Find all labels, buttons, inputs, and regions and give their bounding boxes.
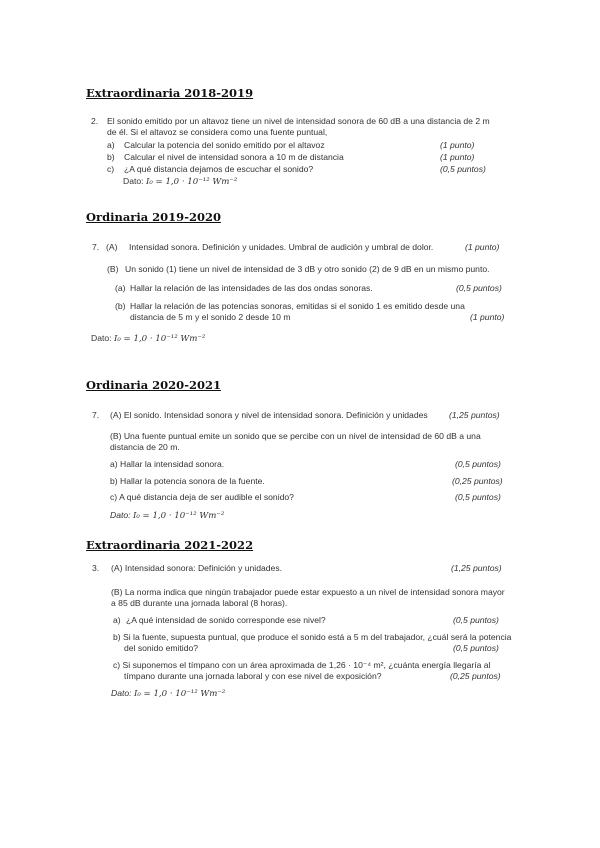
item-text-line1: c) Si suponemos el tímpano con un área aproximada de 1,26 · 10⁻⁴ m², ¿cuánta energía llegaría al — [113, 660, 491, 670]
dato-formula: I₀ = 1,0 · 10⁻¹² Wm⁻² — [145, 177, 238, 187]
item-points: (0,5 puntos) — [453, 643, 499, 653]
item-points: (0,5 puntos) — [440, 164, 486, 174]
dato-formula: I₀ = 1,0 · 10⁻¹² Wm⁻² — [132, 511, 225, 521]
item-text: c) A qué distancia deja de ser audible el sonido? — [110, 492, 294, 502]
section-heading-2020-2021: Ordinaria 2020-2021 — [86, 378, 221, 392]
part-a-text: Intensidad sonora. Definición y unidades. Umbral de audición y umbral de dolor. — [129, 242, 434, 252]
item-points: (0,5 puntos) — [456, 283, 502, 293]
item-label: (b) — [115, 301, 126, 311]
dato-line — [123, 176, 237, 187]
item-text-line1: b) Si la fuente, supuesta puntual, que produce el sonido está a 5 m del trabajador, ¿cuál será la potencia — [113, 632, 512, 642]
item-points: (1 punto) — [440, 152, 475, 162]
item-text-line2: tímpano durante una jornada laboral y con ese nivel de exposición? — [124, 671, 382, 681]
part-a-text: (A) El sonido. Intensidad sonora y nivel de intensidad sonora. Definición y unidades — [110, 410, 428, 420]
item-label: a) — [113, 615, 121, 625]
dato-line — [91, 333, 205, 344]
question-number: 7. — [92, 410, 100, 420]
item-points: (0,5 puntos) — [453, 615, 499, 625]
item-label: (a) — [115, 283, 126, 293]
dato-label: Dato: — [111, 688, 132, 698]
question-number: 7. — [92, 242, 100, 252]
question-number: 3. — [92, 563, 100, 573]
item-points: (0,25 puntos) — [450, 671, 501, 681]
question-intro-line1: El sonido emitido por un altavoz tiene un nivel de intensidad sonora de 60 dB a una distancia de 2 m — [107, 116, 490, 126]
dato-formula: I₀ = 1,0 · 10⁻¹² Wm⁻² — [133, 689, 226, 699]
section-heading-2019-2020: Ordinaria 2019-2020 — [86, 210, 221, 224]
item-label: a) — [107, 140, 115, 150]
item-points: (1 punto) — [470, 312, 505, 322]
item-label: b) — [107, 152, 115, 162]
dato-label: Dato: — [123, 176, 144, 186]
part-a-points: (1 punto) — [465, 242, 500, 252]
item-points: (0,5 puntos) — [455, 459, 501, 469]
item-text: Calcular el nivel de intensidad sonora a 10 m de distancia — [124, 152, 344, 162]
question-intro-line2: de él. Si el altavoz se considera como una fuente puntual, — [107, 127, 328, 137]
dato-line — [110, 510, 224, 521]
part-b-line2: a 85 dB durante una jornada laboral (8 horas). — [111, 598, 288, 608]
item-text: ¿A qué intensidad de sonido corresponde ese nivel? — [126, 615, 326, 625]
item-label: c) — [107, 164, 115, 174]
item-text: a) Hallar la intensidad sonora. — [110, 459, 225, 469]
item-text-line1: Hallar la relación de las potencias sonoras, emitidas si el sonido 1 es emitido desde una — [130, 301, 465, 311]
part-b-line1: (B) Una fuente puntual emite un sonido que se percibe con un nivel de intensidad de 60 dB a una — [110, 431, 481, 441]
dato-line — [111, 688, 225, 699]
item-text: Calcular la potencia del sonido emitido por el altavoz — [124, 140, 325, 150]
dato-formula: I₀ = 1,0 · 10⁻¹² Wm⁻² — [113, 334, 206, 344]
part-a-points: (1,25 puntos) — [449, 410, 500, 420]
item-points: (0,5 puntos) — [455, 492, 501, 502]
dato-label: Dato: — [91, 333, 112, 343]
question-number: 2. — [91, 116, 99, 126]
item-text: b) Hallar la potencia sonora de la fuente. — [110, 476, 265, 486]
item-text-line2: distancia de 5 m y el sonido 2 desde 10 m — [130, 312, 291, 322]
part-b-line1: (B) La norma indica que ningún trabajador puede estar expuesto a un nivel de intensidad sonora mayor — [111, 587, 505, 597]
part-b-line2: distancia de 20 m. — [110, 442, 180, 452]
section-heading-2018-2019: Extraordinaria 2018-2019 — [86, 86, 254, 100]
dato-label: Dato: — [110, 510, 131, 520]
item-text: Hallar la relación de las intensidades de las dos ondas sonoras. — [130, 283, 373, 293]
part-b-text: Un sonido (1) tiene un nivel de intensidad de 3 dB y otro sonido (2) de 9 dB en un mismo punto. — [125, 264, 490, 274]
section-heading-2021-2022: Extraordinaria 2021-2022 — [86, 538, 254, 552]
part-b-label: (B) — [107, 264, 119, 274]
item-points: (1 punto) — [440, 140, 475, 150]
item-text: ¿A qué distancia dejamos de escuchar el sonido? — [124, 164, 314, 174]
part-a-text: (A) Intensidad sonora: Definición y unidades. — [111, 563, 283, 573]
item-points: (0,25 puntos) — [452, 476, 503, 486]
item-text-line2: del sonido emitido? — [124, 643, 199, 653]
part-a-label: (A) — [106, 242, 118, 252]
part-a-points: (1,25 puntos) — [451, 563, 502, 573]
